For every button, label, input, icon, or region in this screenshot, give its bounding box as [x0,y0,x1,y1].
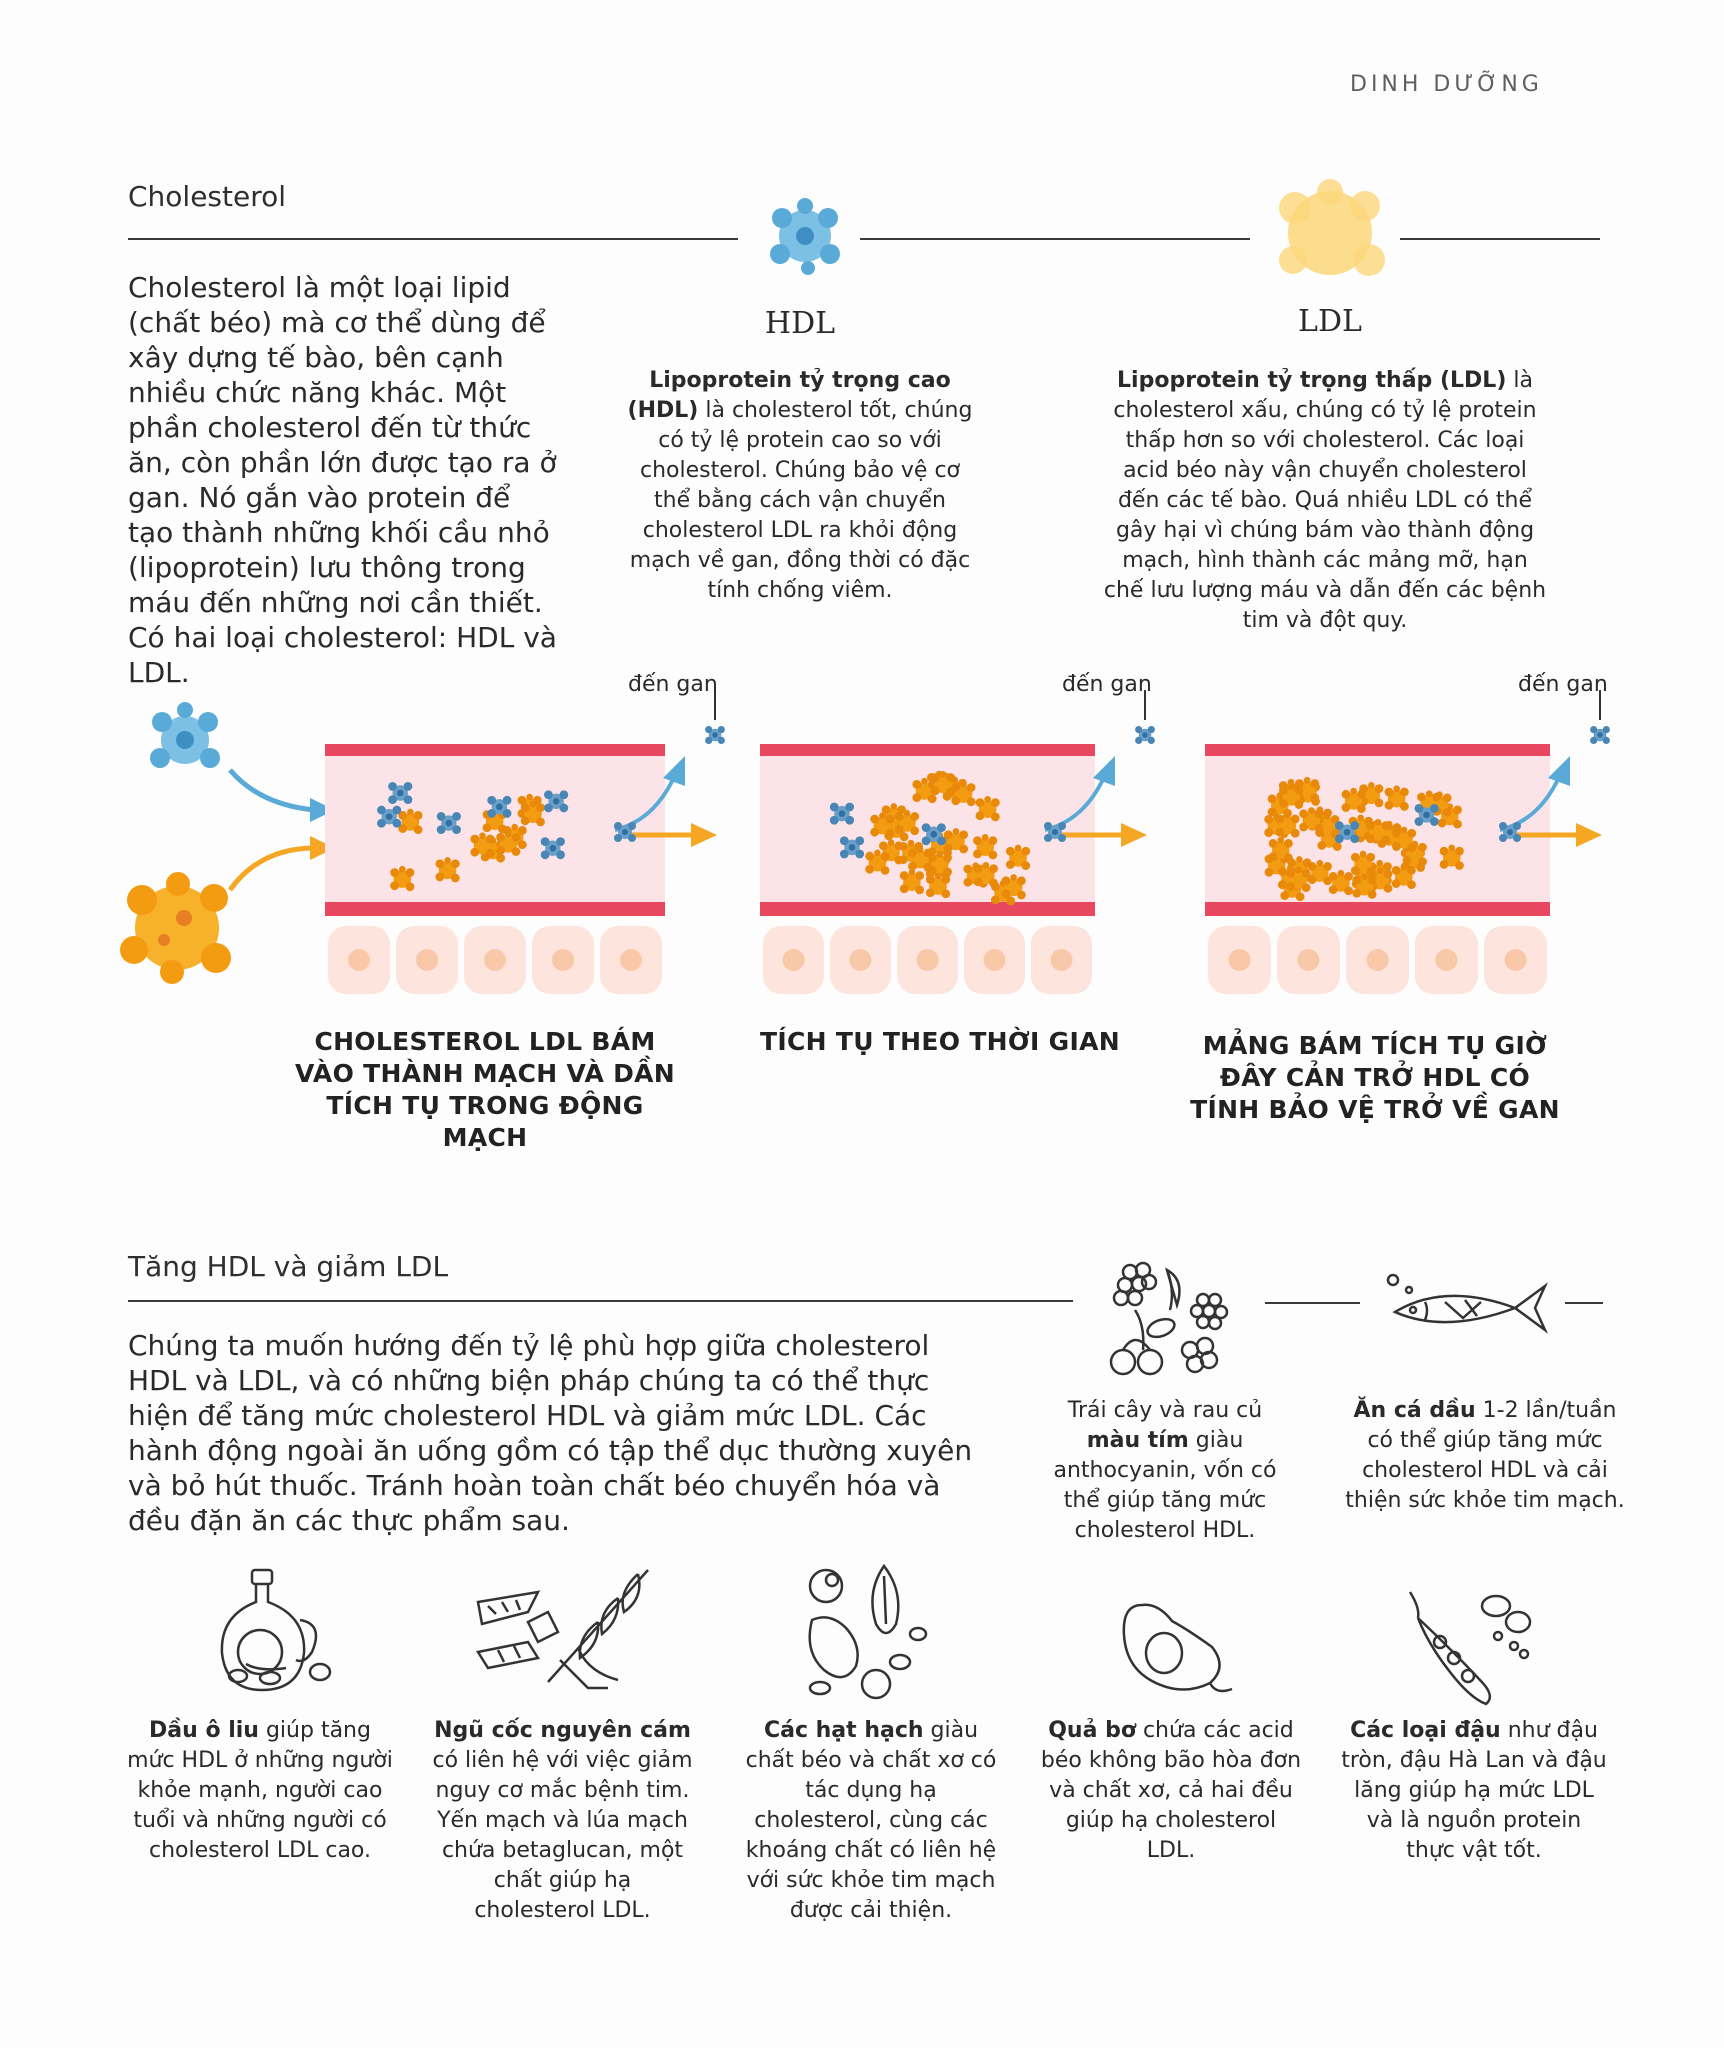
ldl-particle [870,812,894,837]
cell-nucleus [850,949,872,971]
ldl-particle [435,857,459,882]
whole-grain-icon [468,1562,658,1697]
food-caption-nuts: Các hạt hạch giàu chất béo và chất xơ có tác dụng hạ cholesterol, cùng các khoáng chất có liên hệ với sức khỏe tim mạch được cải thiện. [745,1718,997,1923]
fish-icon [1385,1272,1555,1342]
to-liver-label: đến gan [1518,672,1608,697]
section-rule [1265,1302,1360,1304]
ldl-particle [900,869,924,894]
ldl-particle [908,846,932,871]
beans-icon [1410,1588,1550,1708]
food-caption-beans: Các loại đậu như đậu tròn, đậu Hà Lan và đậu lăng giúp hạ mức LDL và là nguồn protein thực vật tốt. [1341,1718,1607,1863]
ldl-particle [973,834,997,859]
to-liver-label: đến gan [1062,672,1152,697]
cell-nucleus [416,949,438,971]
cell-nucleus [1229,949,1251,971]
ldl-exit-arrowhead [691,823,717,847]
ldl-particle [470,832,494,857]
ldl-particle [951,781,975,806]
ldl-particle [1286,867,1310,892]
food-caption-berries: Trái cây và rau củ màu tím giàu anthocyanin, vốn có thể giúp tăng mức cholesterol HDL. [1053,1398,1277,1543]
section-rule [128,238,738,240]
cell-nucleus [1051,949,1073,971]
cholesterol-intro: Cholesterol là một loại lipid (chất béo) mà cơ thể dùng để xây dựng tế bào, bên cạnh nhiều chức năng khác. Một phần cholesterol đến từ thức ăn, còn phần lớn được tạo ra ở gan. Nó gắn vào protein để tạo thành những khối cầu nhỏ (lipoprotein) lưu thông trong máu đến những nơi cần thiết. Có hai loại cholesterol: HDL và LDL. [128,271,557,689]
ldl-label: LDL [1298,304,1362,339]
ldl-particle [1299,807,1323,832]
ldl-particle [1352,874,1376,899]
hdl-particle [1590,726,1610,744]
ldl-description [1100,366,1550,636]
olive-oil-icon [200,1568,340,1698]
cell-nucleus [783,949,805,971]
ldl-particle [944,828,968,853]
ldl-particle [1392,827,1416,852]
hdl-term: Lipoprotein tỷ trọng cao (HDL) [627,368,951,423]
ldl-particle [1006,845,1030,870]
ldl-particle [974,862,998,887]
cell-nucleus [917,949,939,971]
artery-wall-top [760,744,1095,758]
food-caption-whole-grain: Ngũ cốc nguyên cám có liên hệ với việc giảm nguy cơ mắc bệnh tim. Yến mạch và lúa mạch chứa betaglucan, một chất giúp hạ cholesterol LDL. [432,1718,693,1923]
avocado-icon [1112,1595,1232,1705]
ldl-particle [895,810,919,835]
ldl-particle [931,771,955,796]
ldl-exit-arrowhead [1121,823,1147,847]
cell-nucleus [552,949,574,971]
ldl-particle [1366,819,1390,844]
berries-icon [1095,1250,1245,1380]
ldl-desc: là cholesterol xấu, chúng có tỷ lệ protein thấp hơn so với cholesterol. Các loại acid béo này vận chuyển cholesterol đến các tế bào. Quá nhiều LDL có thể gây hại vì chúng bám vào thành động mạch, hình thành các mảng mỡ, hạn chế lưu lượng máu và dẫn đến các bệnh tim và đột quy. [1103,368,1547,633]
ldl-molecule-icon [1265,178,1395,288]
ldl-particle [865,849,889,874]
ldl-particle [390,866,414,891]
ldl-particle [1342,788,1366,813]
ldl-particle [398,809,422,834]
artery-diagram [0,660,1724,1020]
cell-nucleus [984,949,1006,971]
panel-caption: CHOLESTEROL LDL BÁM VÀO THÀNH MẠCH VÀ DẦN TÍCH TỤ TRONG ĐỘNG MẠCH [294,1027,676,1152]
hdl-description [620,366,980,606]
ldl-particle [1269,837,1293,862]
hdl-particle [705,726,725,744]
ldl-particle [521,801,545,826]
cell-nucleus [1436,949,1458,971]
artery-wall-bottom [325,902,665,916]
cell-nucleus [1298,949,1320,971]
cell-nucleus [348,949,370,971]
ldl-exit-arrowhead [1576,823,1602,847]
artery-wall-bottom [1205,902,1550,916]
to-liver-label: đến gan [628,672,718,697]
cell-nucleus [620,949,642,971]
ldl-particle [926,873,950,898]
ldl-particle [1308,860,1332,885]
ldl-particle [1392,864,1416,889]
section-rule [1565,1302,1603,1304]
food-caption-olive-oil: Dầu ô liu giúp tăng mức HDL ở những người khỏe mạnh, người cao tuổi và những người có cholesterol LDL cao. [127,1718,393,1863]
ldl-particle [976,796,1000,821]
food-caption-fish: Ăn cá dầu 1-2 lần/tuần có thể giúp tăng mức cholesterol HDL và cải thiện sức khỏe tim mạch. [1345,1398,1625,1513]
section-title-cholesterol: Cholesterol [128,180,287,213]
hdl-label: HDL [764,306,836,341]
artery-wall-top [325,744,665,758]
section-rule [860,238,1250,240]
hdl-desc: là cholesterol tốt, chúng có tỷ lệ protein cao so với cholesterol. Chúng bảo vệ cơ thể bằng cách vận chuyển cholesterol LDL ra khỏi động mạch về gan, đồng thời có đặc tính chống viêm. [629,398,973,603]
cell-nucleus [1367,949,1389,971]
raise-hdl-intro: Chúng ta muốn hướng đến tỷ lệ phù hợp giữa cholesterol HDL và LDL, và có những biện pháp chúng ta có thể thực hiện để tăng mức cholesterol HDL và giảm mức LDL. Các hành động ngoài ăn uống gồm có tập thể dục thường xuyên và bỏ hút thuốc. Tránh hoàn toàn chất béo chuyển hóa và đều đặn ăn các thực phẩm sau. [128,1329,973,1537]
ldl-particle [1440,845,1464,870]
hdl-exit-arrowhead [1093,756,1115,786]
running-head: DINH DƯỠNG [1350,72,1543,97]
section-rule [128,1300,1073,1302]
ldl-particle [1002,874,1026,899]
hdl-particle [1135,726,1155,744]
ldl-particle [496,831,520,856]
cell-nucleus [1505,949,1527,971]
hdl-exit-arrowhead [1548,756,1570,786]
ldl-term: Lipoprotein tỷ trọng thấp (LDL) [1117,368,1507,393]
hdl-exit-arrowhead [663,756,685,786]
ldl-particle [1275,812,1299,837]
artery-wall-bottom [760,902,1095,916]
hdl-molecule-icon [760,196,850,276]
food-caption-avocado: Quả bơ chứa các acid béo không bão hòa đơn và chất xơ, cả hai đều giúp hạ cholesterol LDL. [1040,1718,1302,1863]
artery-wall-top [1205,744,1550,758]
section-title-raise-hdl: Tăng HDL và giảm LDL [128,1250,449,1283]
ldl-particle [1329,870,1353,895]
panel-caption: TÍCH TỤ THEO THỜI GIAN [760,1027,1120,1056]
cell-nucleus [484,949,506,971]
ldl-particle [1385,785,1409,810]
ldl-particle [1279,784,1303,809]
section-rule [1400,238,1600,240]
nuts-icon [800,1562,930,1702]
panel-caption: MẢNG BÁM TÍCH TỤ GIỜ ĐÂY CẢN TRỞ HDL CÓ TÍNH BẢO VỆ TRỞ VỀ GAN [1190,1031,1560,1124]
